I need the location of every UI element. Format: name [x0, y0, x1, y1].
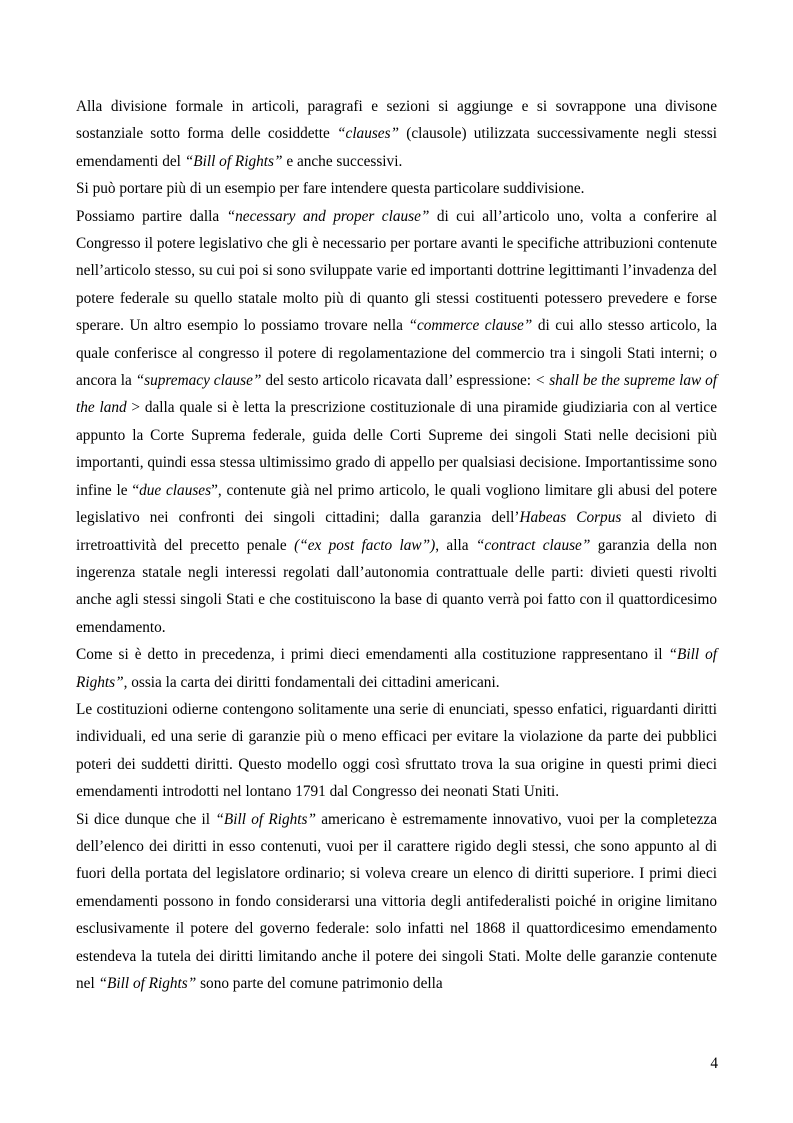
text-run: garanzia della non ingerenza statale negli interessi regolati dall’autonomia contrattuale delle parti: divieti questi rivolti anche agli stessi singoli Stati e che costituiscono la base di quanto verrà poi fatto con il quattordicesimo emendamento.	[76, 536, 717, 636]
italic-text: “supremacy clause”	[135, 372, 262, 390]
paragraph	[76, 93, 717, 175]
italic-text: “commerce clause”	[408, 317, 533, 335]
italic-text: “necessary and proper clause”	[226, 207, 430, 225]
italic-text: due clauses	[139, 481, 212, 499]
text-run: di cui allo stesso articolo, la quale conferisce al congresso il potere di regolamentazione del commercio tra i singoli Stati interni; o ancora la	[76, 317, 717, 390]
italic-text: (“ex post facto law”)	[294, 536, 436, 554]
text-run: Le costituzioni odierne contengono solitamente una serie di enunciati, spesso enfatici, riguardanti diritti individuali, ed una serie di garanzie più o meno efficaci per evitare la violazione da parte dei pubblici poteri dei suddetti diritti. Questo modello oggi così sfruttato trova la sua origine in questi primi dieci emendamenti introdotti nel lontano 1791 dal Congresso dei neonati Stati Uniti.	[76, 700, 717, 801]
paragraph	[76, 641, 717, 696]
text-run: americano è estremamente innovativo, vuoi per la completezza dell’elenco dei diritti in esso contenuti, vuoi per il carattere rigido degli stessi, che sono appunto al di fuori della portata del legislatore ordinario; si voleva creare un elenco di diritti superiore. I primi dieci emendamenti possono in fondo considerarsi una vittoria degli antifederalisti poiché in origine limitano esclusivamente il potere del governo federale: solo infatti nel 1868 il quattordicesimo emendamento estendeva la tutela dei diritti limitando anche il potere dei singoli Stati. Molte delle garanzie contenute nel	[76, 810, 717, 992]
italic-text: Habeas Corpus	[519, 509, 622, 527]
italic-text: “clauses”	[337, 125, 400, 143]
text-run: , alla	[435, 536, 476, 554]
text-run: Come si è detto in precedenza, i primi dieci emendamenti alla costituzione rappresentano il	[76, 646, 669, 664]
body-text	[76, 93, 717, 997]
text-run: (clausole) utilizzata successivamente negli stessi emendamenti del	[76, 125, 717, 170]
text-run: e anche successivi.	[282, 152, 403, 170]
text-run: Si dice dunque che il	[76, 810, 216, 828]
paragraph	[76, 696, 717, 806]
paragraph	[76, 203, 717, 642]
italic-text: “contract clause”	[475, 536, 591, 554]
text-run: , ossia la carta dei diritti fondamentali dei cittadini americani.	[123, 673, 500, 691]
page-number: 4	[710, 1055, 718, 1072]
text-run: ”, contenute già nel primo articolo, le quali vogliono limitare gli abusi del potere legislativo nei confronti dei singoli cittadini; dalla garanzia dell’	[76, 481, 717, 527]
text-run: Si può portare più di un esempio per fare intendere questa particolare suddivisione.	[76, 180, 585, 198]
paragraph	[76, 806, 717, 998]
text-run: sono parte del comune patrimonio della	[196, 975, 443, 992]
italic-text: < shall be the supreme law of the land	[76, 372, 717, 417]
text-run: Alla divisione formale in articoli, paragrafi e sezioni si aggiunge e si sovrappone una divisone sostanziale sotto forma delle cosiddette	[76, 98, 717, 143]
italic-text: “Bill of Rights”	[76, 646, 717, 691]
italic-text: “Bill of Rights”	[184, 152, 283, 170]
text-run: di cui all’articolo uno, volta a conferire al Congresso il potere legislativo che gli è necessario per portare avanti le specifiche attribuzioni contenute nell’articolo stesso, su cui poi si sono sviluppate varie ed importanti dottrine legittimanti l’invadenza del potere federale su quello statale molto più di quanto gli stessi costituenti potessero prevedere e forse sperare. Un altro esempio lo possiamo trovare nella	[76, 207, 718, 335]
italic-text: “Bill of Rights”	[215, 810, 316, 828]
text-run: Possiamo partire dalla	[76, 207, 227, 225]
text-run: > dalla quale si è letta la prescrizione costituzionale di una piramide giudiziaria con al vertice appunto la Corte Suprema federale, guida delle Corti Supreme dei singoli Stati nelle decisioni più importanti, quindi essa stessa ultimissimo grado di appello per qualsiasi decisione. Importantissime sono infine le “	[76, 399, 717, 499]
paragraph	[76, 175, 717, 202]
text-run: del sesto articolo ricavata dall’ espressione:	[261, 372, 535, 390]
text-run: al divieto di irretroattività del precetto penale	[76, 509, 717, 554]
italic-text: “Bill of Rights”	[98, 975, 197, 992]
